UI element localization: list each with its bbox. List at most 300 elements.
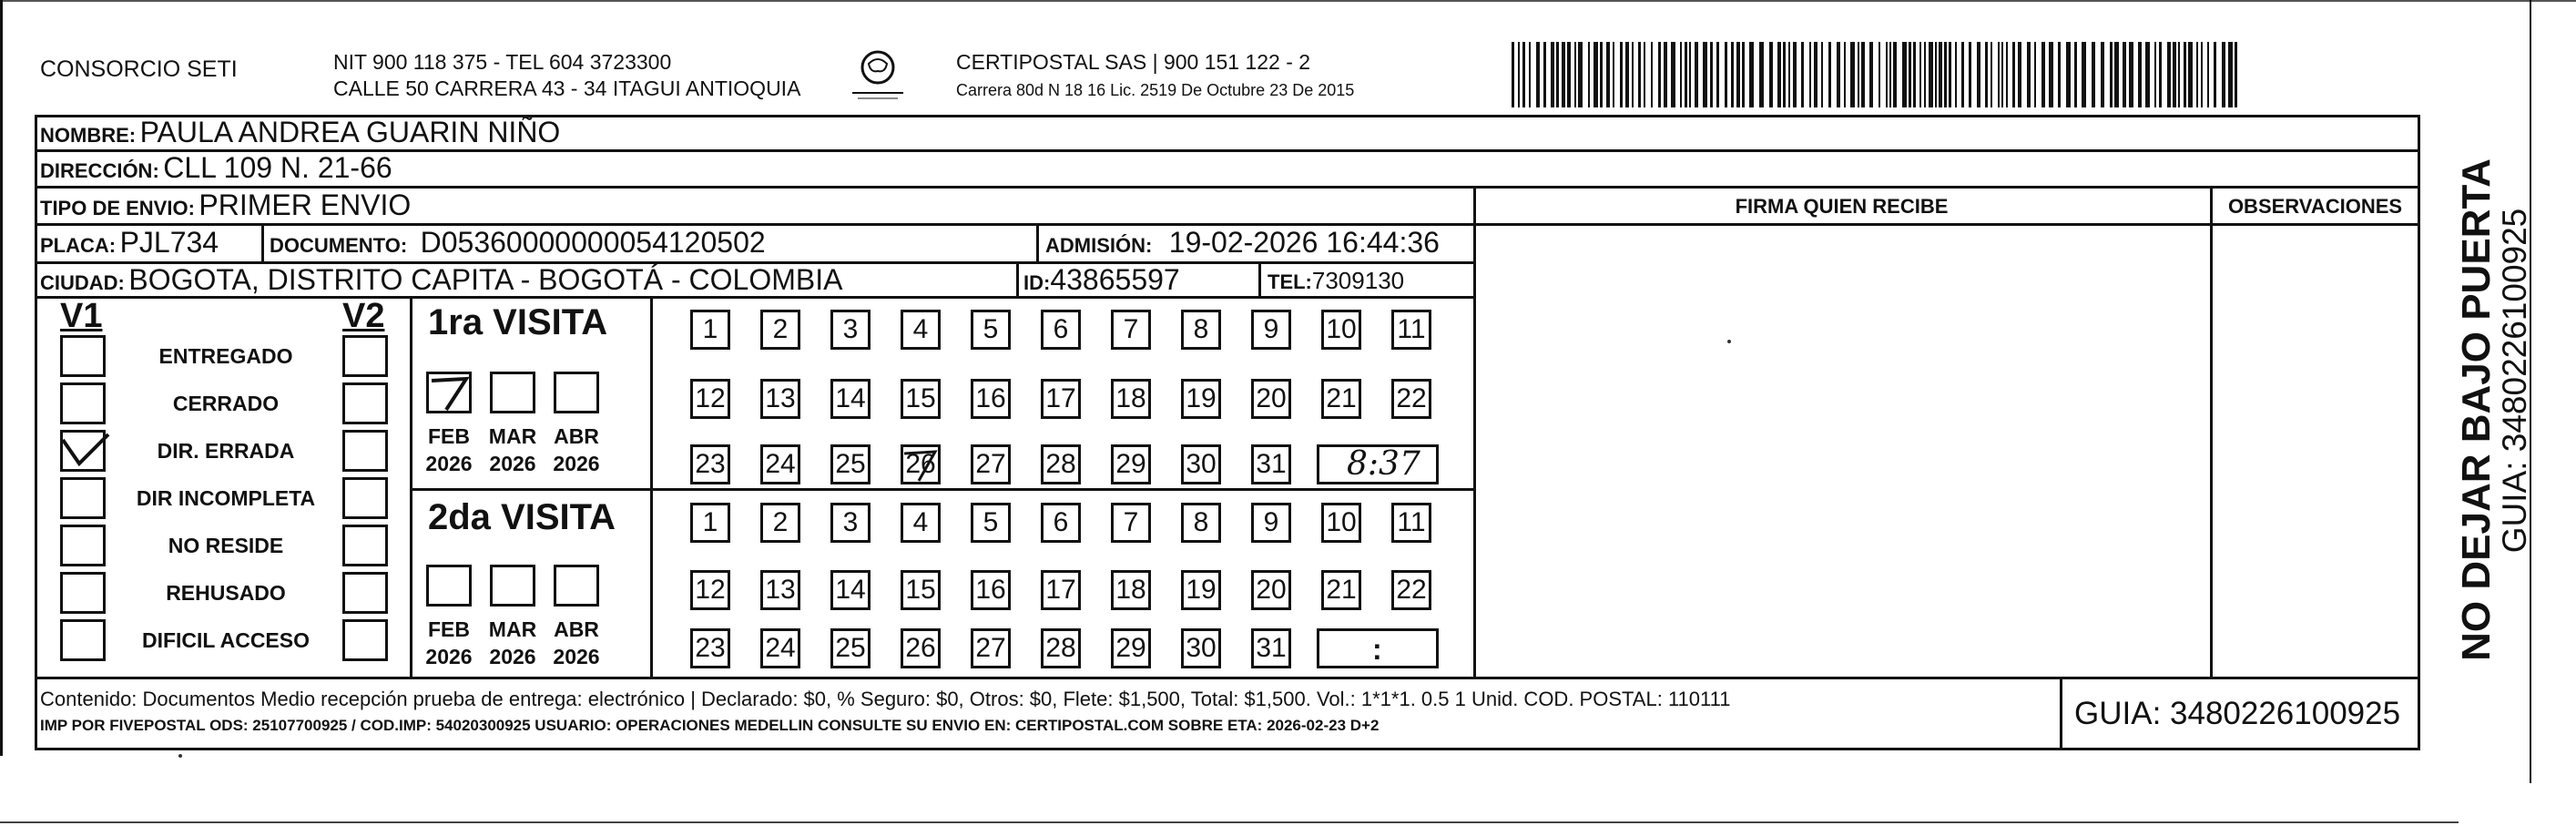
barcode-bar — [1567, 42, 1571, 107]
barcode-bar — [1685, 42, 1687, 107]
day-box[interactable] — [1041, 628, 1081, 668]
barcode-bar — [2214, 42, 2216, 107]
day-number: 27 — [975, 633, 1006, 663]
day-number: 15 — [905, 575, 936, 605]
tipo-value: PRIMER ENVIO — [199, 189, 412, 221]
visits-bottom-line — [35, 677, 2420, 679]
documento-value: D05360000000054120502 — [420, 226, 766, 259]
v2-checkbox[interactable] — [342, 335, 388, 377]
first-visit-title: 1ra VISITA — [428, 302, 608, 342]
barcode-bar — [1861, 42, 1865, 107]
day-box[interactable] — [1391, 570, 1431, 610]
barcode-bar — [1788, 42, 1790, 107]
day-number: 16 — [975, 383, 1006, 413]
footer-guia-line — [2060, 677, 2062, 749]
barcode-bar — [1793, 42, 1797, 107]
month-checkbox[interactable] — [490, 565, 535, 607]
month-label: FEB — [428, 424, 470, 448]
status-label: ENTREGADO — [158, 344, 293, 368]
barcode-bar — [1814, 42, 1817, 107]
barcode-bar — [1924, 42, 1926, 107]
month-label: MAR — [488, 424, 537, 448]
barcode-bar — [1929, 42, 1933, 107]
day-box[interactable] — [1321, 503, 1361, 543]
ciudad-value: BOGOTA, DISTRITO CAPITA - BOGOTÁ - COLOMBIA — [128, 263, 843, 296]
barcode-bar — [1889, 42, 1891, 107]
barcode-bar — [1919, 42, 1921, 107]
barcode-bar — [1913, 42, 1916, 107]
address-line: CALLE 50 CARRERA 43 - 34 ITAGUI ANTIOQUIA — [333, 76, 801, 100]
day-box[interactable] — [901, 379, 941, 419]
day-number: 21 — [1326, 575, 1357, 605]
month-label: MAR — [488, 617, 537, 641]
day-box[interactable] — [1041, 310, 1081, 350]
tel-label: TEL: — [1268, 270, 1312, 293]
barcode-bar — [2159, 42, 2162, 107]
day-box[interactable] — [1111, 379, 1151, 419]
barcode-bar — [2167, 42, 2171, 107]
day-number: 29 — [1115, 449, 1146, 479]
barcode-bar — [2058, 42, 2061, 107]
day-box[interactable] — [971, 628, 1011, 668]
day-box[interactable] — [830, 379, 871, 419]
day-number: 13 — [765, 383, 796, 413]
barcode-bar — [1935, 42, 1937, 107]
barcode-bar — [1939, 42, 1942, 107]
day-number: 10 — [1326, 314, 1357, 344]
day-box[interactable] — [1251, 628, 1291, 668]
placa-label: PLACA: — [40, 234, 117, 257]
month-label: FEB — [428, 617, 470, 641]
footer-content-line: Contenido: Documentos Medio recepción prueba de entrega: electrónico | Declarado: $0, % Seguro: $0, Otros: $0, Flete: $1,500, Total: $1,500. Vol.: 1*1*1. 0.5 1 Unid. COD. POSTAL: 110111 — [40, 688, 1731, 710]
direccion-value: CLL 109 N. 21-66 — [163, 151, 392, 184]
barcode-bar — [1961, 42, 1964, 107]
footer-imp-line: IMP POR FIVEPOSTAL ODS: 25107700925 / COD.IMP: 54020300925 USUARIO: OPERACIONES MEDELLIN CONSULTE SU ENVIO EN: CERTIPOSTAL.COM SOBRE ETA: 2026-02-23 D+2 — [40, 717, 1380, 734]
second-visit-time-box — [1317, 628, 1439, 668]
day-box[interactable] — [1111, 570, 1151, 610]
barcode-bar — [2018, 42, 2021, 107]
day-box[interactable] — [1251, 570, 1291, 610]
status-label: CERRADO — [172, 392, 280, 415]
day-box[interactable] — [1391, 503, 1431, 543]
side-guia: GUIA: 3480226100925 — [2496, 208, 2533, 554]
status-label: DIFICIL ACCESO — [141, 628, 310, 652]
day-box[interactable] — [1041, 503, 1081, 543]
barcode-bar — [1529, 42, 1531, 107]
day-box[interactable] — [1181, 444, 1221, 484]
v2-label: V2 — [342, 297, 385, 335]
barcode-bar — [1725, 42, 1727, 107]
barcode-bar — [2129, 42, 2133, 107]
v2-checkbox[interactable] — [342, 572, 388, 614]
day-box[interactable] — [830, 444, 871, 484]
month-checkbox[interactable] — [426, 372, 472, 413]
barcode-bar — [2074, 42, 2077, 107]
day-number: 28 — [1045, 449, 1076, 479]
row-line-1 — [35, 149, 2420, 152]
barcode-bar — [1522, 42, 1525, 107]
v2-checkbox[interactable] — [342, 430, 388, 472]
barcode-bar — [1977, 42, 1980, 107]
day-box[interactable] — [1181, 379, 1221, 419]
barcode-bar — [1512, 42, 1514, 107]
day-box[interactable] — [1181, 570, 1221, 610]
v2-checkbox[interactable] — [342, 477, 388, 519]
barcode-bar — [2145, 42, 2150, 107]
status-label: DIR. ERRADA — [157, 439, 295, 463]
day-box[interactable] — [690, 444, 730, 484]
day-box[interactable] — [1391, 310, 1431, 350]
barcode-bar — [1742, 42, 1745, 107]
day-number: 6 — [1053, 314, 1069, 344]
day-box[interactable] — [690, 628, 730, 668]
month-checkbox[interactable] — [426, 565, 472, 607]
top-border — [0, 0, 2576, 2]
certipostal-logo — [849, 47, 907, 102]
day-box[interactable] — [1181, 628, 1221, 668]
barcode-bar — [2027, 42, 2031, 107]
barcode-bar — [2101, 42, 2104, 107]
day-box[interactable] — [1251, 503, 1291, 543]
barcode-bar — [1543, 42, 1546, 107]
barcode-bar — [1632, 42, 1634, 107]
status-label: REHUSADO — [166, 581, 286, 605]
tel-cell — [1268, 267, 1404, 295]
barcode-bar — [2178, 42, 2180, 107]
barcode-bar — [1850, 42, 1855, 107]
day-box[interactable] — [760, 628, 800, 668]
company-name: CONSORCIO SETI — [40, 56, 238, 82]
day-checkmark — [901, 444, 941, 484]
day-number: 12 — [695, 383, 726, 413]
day-number: 14 — [835, 383, 866, 413]
day-box[interactable] — [1111, 444, 1151, 484]
tipo-row — [40, 189, 411, 222]
barcode-bar — [2041, 42, 2045, 107]
id-value: 43865597 — [1050, 263, 1180, 296]
month-year: 2026 — [489, 645, 536, 668]
barcode-bar — [1828, 42, 1831, 107]
barcode-bar — [1574, 42, 1576, 107]
day-box[interactable] — [830, 503, 871, 543]
direccion-row — [40, 151, 392, 185]
day-box[interactable] — [1251, 379, 1291, 419]
day-box[interactable] — [1321, 310, 1361, 350]
day-number: 8 — [1193, 314, 1209, 344]
day-number: 30 — [1186, 633, 1217, 663]
barcode-bar — [1837, 42, 1840, 107]
day-box[interactable] — [1251, 444, 1291, 484]
day-box[interactable] — [830, 570, 871, 610]
barcode-bar — [2006, 42, 2008, 107]
barcode-bar — [2001, 42, 2003, 107]
barcode-bar — [1710, 42, 1713, 107]
day-number: 25 — [835, 633, 866, 663]
day-number: 20 — [1256, 383, 1287, 413]
day-number: 28 — [1045, 633, 1076, 663]
direccion-label: DIRECCIÓN: — [40, 159, 159, 182]
documento-label: DOCUMENTO: — [270, 234, 408, 257]
barcode-bar — [1651, 42, 1653, 107]
first-visit-time: 8:37 — [1347, 445, 1420, 483]
barcode-bar — [1600, 42, 1603, 107]
day-number: 9 — [1263, 314, 1279, 344]
barcode-bar — [1902, 42, 1907, 107]
barcode-bar — [2173, 42, 2176, 107]
v1-label: V1 — [60, 297, 103, 335]
day-box[interactable] — [971, 503, 1011, 543]
day-number: 3 — [842, 314, 859, 344]
barcode-bar — [1556, 42, 1559, 107]
documento-cell — [270, 226, 766, 260]
day-box[interactable] — [971, 570, 1011, 610]
barcode-bar — [1695, 42, 1698, 107]
barcode-bar — [1759, 42, 1764, 107]
day-number: 5 — [983, 314, 999, 344]
day-box[interactable] — [1111, 310, 1151, 350]
day-number: 7 — [1123, 507, 1139, 537]
month-year: 2026 — [425, 645, 473, 668]
barcode-bar — [1606, 42, 1610, 107]
nombre-label: NOMBRE: — [40, 124, 137, 147]
nombre-row — [40, 116, 560, 149]
admision-label: ADMISIÓN: — [1045, 234, 1153, 257]
v2-checkbox[interactable] — [342, 619, 388, 661]
day-box[interactable] — [1321, 379, 1361, 419]
placa-value: PJL734 — [119, 226, 219, 259]
day-box[interactable] — [971, 379, 1011, 419]
barcode-bar — [1955, 42, 1957, 107]
barcode-bar — [1991, 42, 1992, 107]
second-visit-time: : — [1372, 633, 1382, 666]
month-checkbox[interactable] — [554, 565, 599, 607]
stray-dot — [178, 754, 182, 758]
day-number: 15 — [905, 383, 936, 413]
month-year: 2026 — [553, 645, 600, 668]
barcode-bar — [1731, 42, 1734, 107]
day-number: 7 — [1123, 314, 1139, 344]
month-checkbox[interactable] — [490, 372, 535, 413]
day-box[interactable] — [1041, 570, 1081, 610]
barcode-bar — [1858, 42, 1859, 107]
barcode-bar — [1689, 42, 1691, 107]
barcode-bar — [1536, 42, 1540, 107]
day-number: 18 — [1115, 383, 1146, 413]
bottom-scan-line — [0, 821, 2459, 823]
day-number: 31 — [1256, 449, 1287, 479]
day-number: 2 — [772, 507, 789, 537]
day-box[interactable] — [1251, 310, 1291, 350]
day-number: 1 — [702, 314, 718, 344]
barcode-bar — [2201, 42, 2203, 107]
barcode-bar — [1949, 42, 1951, 107]
barcode-bar — [2207, 42, 2209, 107]
day-box[interactable] — [830, 628, 871, 668]
day-number: 17 — [1045, 575, 1076, 605]
barcode-bar — [1518, 42, 1520, 107]
tel-divider — [1258, 261, 1261, 296]
barcode-bar — [1644, 42, 1645, 107]
day-number: 23 — [695, 633, 726, 663]
day-number: 4 — [912, 314, 929, 344]
second-visit-title: 2da VISITA — [428, 497, 616, 537]
day-box[interactable] — [1041, 444, 1081, 484]
day-box[interactable] — [830, 310, 871, 350]
left-border — [0, 0, 3, 756]
visit-day-line — [650, 296, 653, 677]
day-number: 22 — [1396, 575, 1427, 605]
barcode-bar — [1809, 42, 1811, 107]
table-right-line — [2418, 115, 2420, 750]
barcode-bar — [2196, 42, 2198, 107]
obs-col-line — [2210, 186, 2213, 678]
v2-checkbox[interactable] — [342, 525, 388, 566]
observaciones-label: OBSERVACIONES — [2227, 195, 2403, 218]
day-box[interactable] — [1111, 503, 1151, 543]
day-box[interactable] — [971, 310, 1011, 350]
barcode — [1512, 42, 2240, 107]
month-label: ABR — [554, 617, 599, 641]
day-box[interactable] — [760, 503, 800, 543]
visit-month-line — [410, 296, 412, 677]
barcode-bar — [1869, 42, 1873, 107]
day-number: 21 — [1326, 383, 1357, 413]
day-box[interactable] — [1181, 310, 1221, 350]
barcode-bar — [1821, 42, 1823, 107]
barcode-bar — [1998, 42, 2000, 107]
admision-value: 19-02-2026 16:44:36 — [1168, 226, 1440, 259]
barcode-bar — [1625, 42, 1629, 107]
barcode-bar — [1777, 42, 1781, 107]
visit-mid-line — [410, 488, 1473, 491]
barcode-bar — [2012, 42, 2015, 107]
day-box[interactable] — [1321, 570, 1361, 610]
day-box[interactable] — [1111, 628, 1151, 668]
first-visit-time-box — [1317, 444, 1439, 484]
barcode-bar — [1736, 42, 1740, 107]
day-number: 25 — [835, 449, 866, 479]
ciudad-row — [40, 263, 842, 297]
barcode-bar — [2110, 42, 2113, 107]
barcode-bar — [1985, 42, 1988, 107]
day-number: 17 — [1045, 383, 1076, 413]
barcode-bar — [1944, 42, 1947, 107]
id-cell — [1023, 263, 1180, 297]
barcode-bar — [2222, 42, 2225, 107]
barcode-bar — [1562, 42, 1565, 107]
barcode-bar — [2188, 42, 2193, 107]
day-box[interactable] — [901, 628, 941, 668]
day-box[interactable] — [690, 503, 730, 543]
barcode-bar — [2228, 42, 2233, 107]
day-box[interactable] — [690, 310, 730, 350]
barcode-bar — [1620, 42, 1623, 107]
day-number: 26 — [905, 633, 936, 663]
barcode-bar — [2049, 42, 2053, 107]
day-number: 24 — [765, 633, 796, 663]
nit-line: NIT 900 118 375 - TEL 604 3723300 — [333, 50, 672, 74]
placa-divider — [261, 223, 264, 261]
barcode-bar — [1801, 42, 1804, 107]
v2-checkbox[interactable] — [342, 382, 388, 424]
day-box[interactable] — [760, 310, 800, 350]
day-box[interactable] — [760, 444, 800, 484]
barcode-bar — [1703, 42, 1707, 107]
signature-dot — [1727, 340, 1731, 343]
carrier-address: Carrera 80d N 18 16 Lic. 2519 De Octubre 23 De 2015 — [956, 81, 1355, 99]
sig-col-line — [1473, 186, 1476, 678]
day-number: 3 — [842, 507, 859, 537]
ciudad-label: CIUDAD: — [40, 271, 125, 294]
day-number: 19 — [1186, 575, 1217, 605]
barcode-bar — [2138, 42, 2142, 107]
day-number: 6 — [1053, 507, 1069, 537]
day-number: 9 — [1263, 507, 1279, 537]
day-number: 29 — [1115, 633, 1146, 663]
day-box[interactable] — [690, 570, 730, 610]
day-box[interactable] — [901, 570, 941, 610]
barcode-bar — [2066, 42, 2071, 107]
day-box[interactable] — [971, 444, 1011, 484]
table-bottom-line — [35, 748, 2420, 750]
barcode-bar — [2114, 42, 2119, 107]
status-label: NO RESIDE — [168, 534, 284, 557]
day-box[interactable] — [760, 379, 800, 419]
barcode-bar — [2092, 42, 2095, 107]
day-box[interactable] — [690, 379, 730, 419]
day-box[interactable] — [760, 570, 800, 610]
barcode-bar — [1909, 42, 1911, 107]
barcode-bar — [1749, 42, 1754, 107]
admision-cell — [1045, 226, 1440, 260]
day-number: 26 — [905, 449, 936, 479]
barcode-bar — [2235, 42, 2237, 107]
day-number: 16 — [975, 575, 1006, 605]
day-number: 31 — [1256, 633, 1287, 663]
barcode-bar — [1969, 42, 1971, 107]
day-box[interactable] — [901, 310, 941, 350]
day-number: 30 — [1186, 449, 1217, 479]
day-box[interactable] — [901, 444, 941, 484]
tel-value: 7309130 — [1311, 267, 1405, 294]
barcode-bar — [1716, 42, 1719, 107]
barcode-bar — [2082, 42, 2086, 107]
barcode-bar — [1593, 42, 1598, 107]
day-number: 4 — [912, 507, 929, 537]
day-box[interactable] — [1041, 379, 1081, 419]
day-number: 12 — [695, 575, 726, 605]
barcode-bar — [2154, 42, 2156, 107]
day-number: 27 — [975, 449, 1006, 479]
day-number: 10 — [1326, 507, 1357, 537]
barcode-bar — [1886, 42, 1888, 107]
day-number: 22 — [1396, 383, 1427, 413]
nombre-value: PAULA ANDREA GUARIN NIÑO — [139, 116, 561, 148]
barcode-bar — [1769, 42, 1773, 107]
barcode-bar — [1613, 42, 1614, 107]
month-checkbox[interactable] — [554, 372, 599, 413]
day-box[interactable] — [901, 503, 941, 543]
id-divider — [1016, 261, 1019, 296]
day-box[interactable] — [1391, 379, 1431, 419]
id-label: ID: — [1023, 271, 1051, 294]
day-box[interactable] — [1181, 503, 1221, 543]
barcode-bar — [2123, 42, 2126, 107]
barcode-bar — [1551, 42, 1554, 107]
month-year: 2026 — [489, 452, 536, 475]
barcode-bar — [2184, 42, 2186, 107]
placa-row — [40, 226, 219, 260]
